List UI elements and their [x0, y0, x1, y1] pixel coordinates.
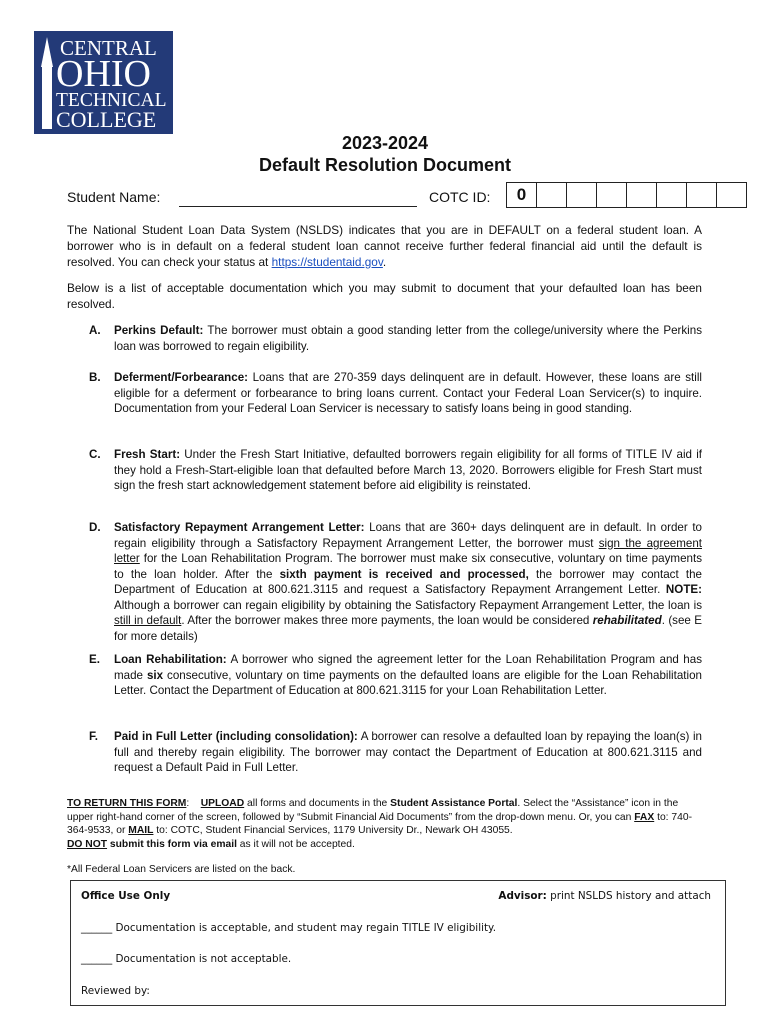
- item-text: . After the borrower makes three more payments, the loan would be considered: [181, 614, 593, 627]
- id-digit-box[interactable]: [686, 182, 717, 208]
- office-use-box: [70, 880, 726, 1006]
- item-letter: F.: [89, 730, 99, 743]
- return-label: TO RETURN THIS FORM: [67, 798, 187, 809]
- item-text: A borrower can resolve a defaulted loan by repaying the loan(s) in full and thereby regain eligibility. The borrower may contact the Department of Education at 800.621.3115 and request a Default Paid in Full Letter.: [114, 730, 702, 774]
- intro-paragraph: [67, 222, 702, 270]
- id-digit-box[interactable]: [716, 182, 747, 208]
- cotc-id-label: COTC ID:: [429, 189, 491, 205]
- return-text: to: COTC, Student Financial Services, 1179 University Dr., Newark OH 43055.: [153, 825, 513, 836]
- return-text: to: 740-364-9533, or: [67, 811, 692, 836]
- id-digit-box[interactable]: [536, 182, 567, 208]
- item-heading: Fresh Start:: [114, 448, 181, 461]
- acceptable-line[interactable]: ______ Documentation is acceptable, and student may regain TITLE IV eligibility.: [81, 922, 497, 934]
- item-underline: sign the agreement letter: [114, 536, 702, 565]
- item-letter: E.: [89, 653, 100, 666]
- item-heading: Paid in Full Letter (including consolidation):: [114, 730, 358, 743]
- advisor-text: print NSLDS history and attach: [546, 890, 711, 902]
- item-bold: six: [146, 668, 164, 682]
- item-text: Loans that are 360+ days delinquent are in default. In order to regain eligibility through a Satisfactory Repayment Arrangement Letter, the borrower must: [114, 521, 702, 550]
- item-text: Loans that are 270-359 days delinquent are in default. However, these loans are still eligible for a deferment or forbearance to bring loans current. Contact your Federal Loan Servicer(s) to inquire. Documentation from your Federal Loan Servicer is necessary to satisfy loans being in good standing.: [114, 371, 702, 415]
- college-logo: [34, 31, 173, 134]
- upload-label: UPLOAD: [200, 798, 245, 809]
- logo-line-4: COLLEGE: [56, 107, 157, 132]
- item-paid-in-full: [89, 729, 702, 776]
- item-text: Although a borrower can regain eligibility by obtaining the Satisfactory Repayment Arrangement Letter, the loan is: [114, 598, 702, 612]
- item-underline: still in default: [114, 614, 182, 627]
- item-heading: Deferment/Forbearance:: [114, 371, 249, 384]
- return-text: as it will not be accepted.: [236, 838, 355, 850]
- document-year: 2023-2024: [341, 133, 429, 153]
- item-note: NOTE:: [665, 583, 702, 596]
- mail-label: MAIL: [128, 825, 154, 836]
- id-digit-box[interactable]: [626, 182, 657, 208]
- logo-line-3: TECHNICAL: [56, 90, 167, 111]
- advisor-label: Advisor:: [498, 890, 547, 902]
- item-text: Under the Fresh Start Initiative, defaulted borrowers regain eligibility for all forms of TITLE IV aid if they hold a Fresh-Start-eligible loan that defaulted before March 13, 2020. Borrowers eligible for Fresh Start must sign the fresh start acknowledgement statement before aid eligibility is reinstated.: [114, 448, 702, 492]
- item-heading: Loan Rehabilitation:: [114, 653, 227, 666]
- not-acceptable-line[interactable]: ______ Documentation is not acceptable.: [81, 953, 292, 965]
- documentation-intro: Below is a list of acceptable documentation which you may submit to document that your defaulted loan has been resolved.: [67, 281, 702, 311]
- return-text: all forms and documents in the: [244, 798, 391, 809]
- item-text: A borrower who signed the agreement letter for the Loan Rehabilitation Program and has made: [114, 653, 702, 682]
- item-perkins-default: [89, 323, 702, 354]
- item-heading: Perkins Default:: [114, 324, 204, 337]
- id-digit-box[interactable]: [656, 182, 687, 208]
- item-letter: C.: [89, 448, 101, 461]
- email-warning: submit this form via email: [107, 838, 237, 850]
- cotc-id-field[interactable]: [507, 182, 747, 208]
- id-digit-box[interactable]: [566, 182, 597, 208]
- do-not-label: DO NOT: [67, 838, 108, 850]
- item-fresh-start: [89, 447, 702, 494]
- return-text: . Select the “Assistance” icon in the upper right-hand corner of the screen, followed by “Submit Financial Aid Documents” from the drop-down menu. Or, you can: [67, 798, 679, 823]
- item-text: the borrower may contact the Department of Education at 800.621.3115 and request a Satisfactory Repayment Arrangement Letter.: [114, 567, 702, 596]
- fax-label: FAX: [634, 811, 655, 823]
- office-use-title: Office Use Only: [81, 890, 171, 902]
- studentaid-link[interactable]: https://studentaid.gov: [271, 255, 383, 269]
- item-deferment-forbearance: [89, 370, 702, 417]
- item-text: . (see E for more details): [114, 614, 702, 643]
- logo-line-2: OHIO: [56, 53, 151, 95]
- item-letter: A.: [89, 324, 101, 337]
- student-name-label: Student Name:: [67, 189, 161, 205]
- advisor-instruction: [498, 890, 711, 902]
- document-title: Default Resolution Document: [258, 155, 511, 175]
- item-loan-rehabilitation: [89, 652, 702, 699]
- id-digit-box[interactable]: [596, 182, 627, 208]
- intro-text: The National Student Loan Data System (NSLDS) indicates that you are in DEFAULT on a federal student loan. A borrower who is in default on a federal student loan cannot receive further federal financial aid until the default is resolved. You can check your status at: [67, 223, 702, 269]
- intro-end: .: [382, 255, 387, 269]
- item-text: for the Loan Rehabilitation Program. The borrower must make six consecutive, voluntary on time payments to the loan holder. After the: [114, 552, 702, 581]
- id-digit-box[interactable]: 0: [506, 182, 537, 208]
- return-instructions: [67, 797, 707, 851]
- servicers-note: *All Federal Loan Servicers are listed on the back.: [67, 864, 296, 875]
- item-letter: B.: [89, 371, 101, 384]
- item-bold: sixth payment is received and processed,: [279, 567, 529, 581]
- return-colon: :: [186, 798, 190, 809]
- item-text: The borrower must obtain a good standing letter from the college/university where the Perkins loan was borrowed to regain eligibility.: [114, 324, 702, 353]
- item-text: consecutive, voluntary on time payments on the defaulted loans are eligible for the Loan Rehabilitation Letter. Contact the Department of Education at 800.621.3115 for your Loan Rehabilitation Letter.: [114, 668, 702, 697]
- logo-line-1: CENTRAL: [60, 36, 157, 60]
- item-satisfactory-repayment: [89, 520, 702, 644]
- reviewed-by-line[interactable]: Reviewed by:: [81, 985, 150, 997]
- item-emphasis: rehabilitated: [592, 614, 662, 627]
- item-heading: Satisfactory Repayment Arrangement Letter:: [114, 521, 365, 534]
- item-letter: D.: [89, 521, 101, 534]
- portal-name: Student Assistance Portal: [390, 798, 518, 809]
- student-name-field[interactable]: [179, 206, 417, 207]
